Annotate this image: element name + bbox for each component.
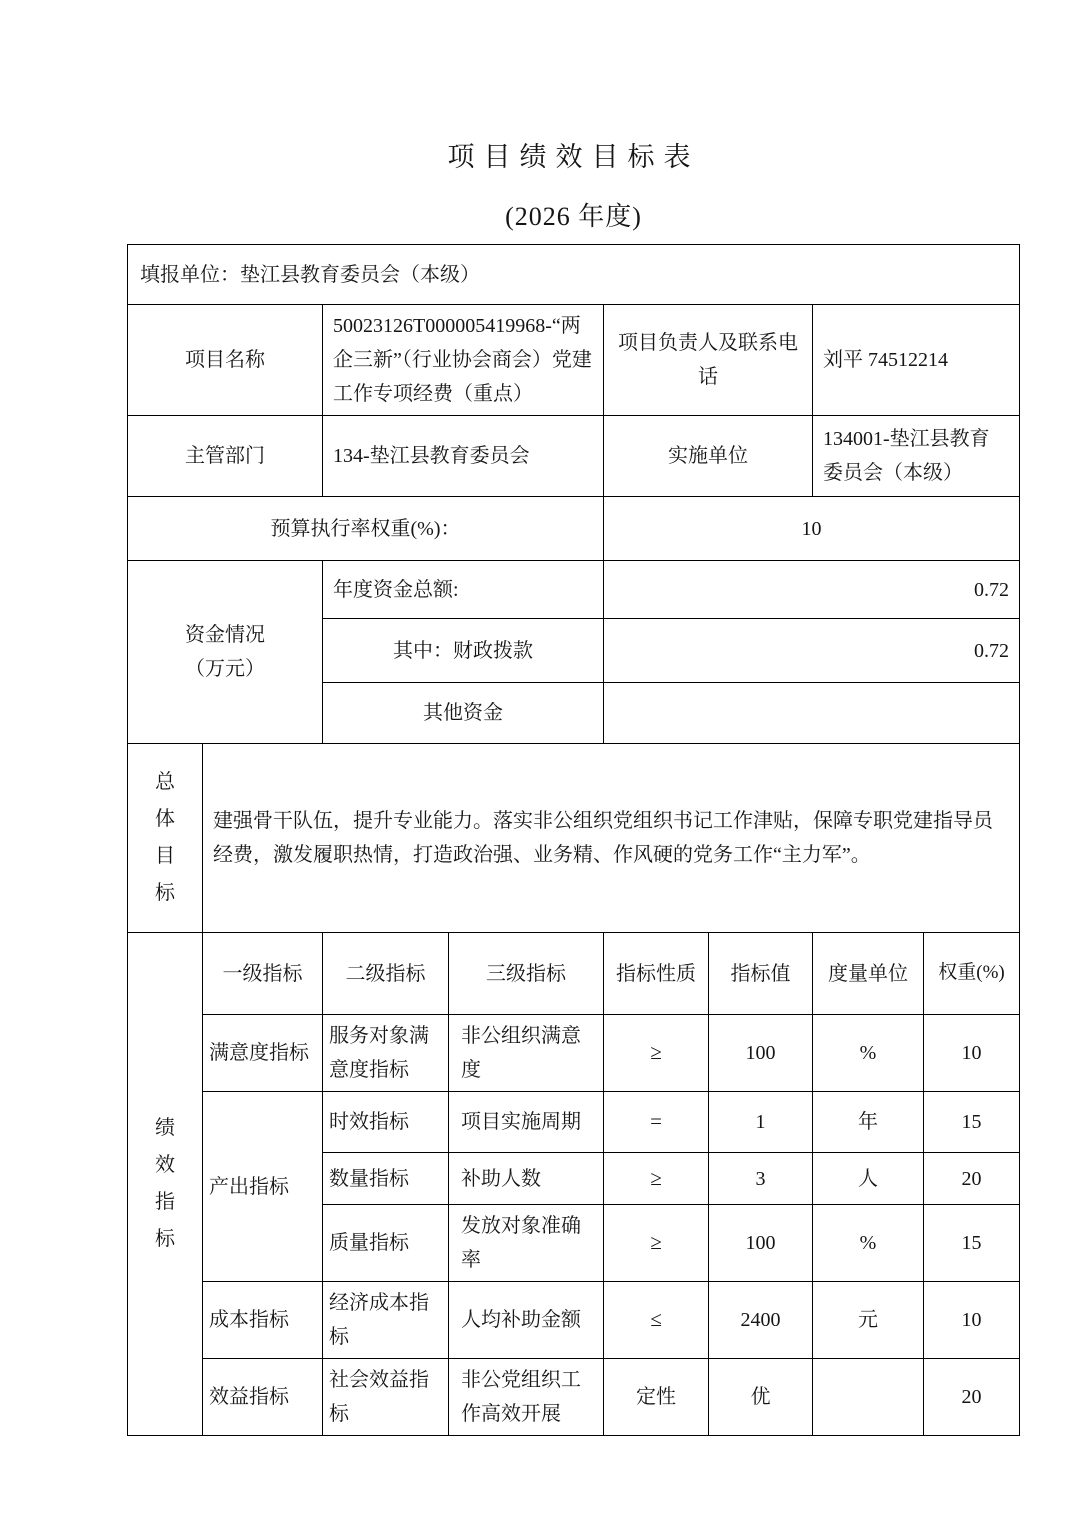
level3-cell: 发放对象准确率 — [449, 1205, 604, 1282]
level2-cell: 数量指标 — [323, 1153, 449, 1205]
fill-unit-cell: 填报单位：垫江县教育委员会（本级） — [128, 245, 1020, 305]
project-name-label: 项目名称 — [128, 305, 323, 416]
unit-cell: % — [813, 1015, 924, 1092]
overall-goal-title: 总体目标 — [155, 771, 175, 904]
page-title: 项目绩效目标表 — [447, 142, 700, 172]
level3-cell: 非公组织满意度 — [449, 1015, 604, 1092]
level2-cell: 经济成本指标 — [323, 1282, 449, 1359]
value-cell: 3 — [709, 1153, 813, 1205]
value-cell: 100 — [709, 1205, 813, 1282]
indicator-row-timeliness — [128, 1092, 1020, 1153]
row-fill-unit — [128, 245, 1020, 305]
unit-cell: % — [813, 1205, 924, 1282]
level1-cell: 效益指标 — [203, 1359, 323, 1436]
weight-cell: 20 — [924, 1359, 1020, 1436]
row-overall-goal — [128, 744, 1020, 933]
value-cell: 优 — [709, 1359, 813, 1436]
indicator-row-satisfaction — [128, 1015, 1020, 1092]
unit-cell — [813, 1359, 924, 1436]
row-project-name — [128, 305, 1020, 416]
level2-cell: 服务对象满意度指标 — [323, 1015, 449, 1092]
indicators-side-title: 绩效指标 — [155, 1117, 175, 1250]
level3-cell: 人均补助金额 — [449, 1282, 604, 1359]
value-cell: 2400 — [709, 1282, 813, 1359]
dept-label: 主管部门 — [128, 416, 323, 497]
funding-other-value — [604, 683, 1020, 744]
indicator-row-cost — [128, 1282, 1020, 1359]
row-budget-rate — [128, 497, 1020, 561]
budget-rate-label: 预算执行率权重(%)： — [128, 497, 604, 561]
performance-target-table — [127, 244, 1020, 1436]
unit-cell: 人 — [813, 1153, 924, 1205]
overall-goal-text: 建强骨干队伍，提升专业能力。落实非公组织党组织书记工作津贴，保障专职党建指导员经费，激发履职热情，打造政治强、业务精、作风硬的党务工作“主力军”。 — [203, 744, 1020, 933]
row-indicator-header — [128, 933, 1020, 1015]
funding-total-value: 0.72 — [604, 561, 1020, 619]
overall-goal-title-cell — [128, 744, 203, 933]
document-content — [127, 144, 1020, 1436]
funding-total-label: 年度资金总额: — [323, 561, 604, 619]
project-manager-value: 刘平 74512214 — [813, 305, 1020, 416]
header-level2: 二级指标 — [323, 933, 449, 1015]
value-cell: 100 — [709, 1015, 813, 1092]
header-level3: 三级指标 — [449, 933, 604, 1015]
funding-fiscal-value: 0.72 — [604, 619, 1020, 683]
nature-cell: 定性 — [604, 1359, 709, 1436]
dept-value: 134-垫江县教育委员会 — [323, 416, 604, 497]
header-value: 指标值 — [709, 933, 813, 1015]
impl-unit-value: 134001-垫江县教育委员会（本级） — [813, 416, 1020, 497]
level2-cell: 时效指标 — [323, 1092, 449, 1153]
level2-cell: 质量指标 — [323, 1205, 449, 1282]
header-level1: 一级指标 — [203, 933, 323, 1015]
level3-cell: 补助人数 — [449, 1153, 604, 1205]
page-subtitle: (2026 年度) — [505, 202, 642, 231]
weight-cell: 20 — [924, 1153, 1020, 1205]
weight-cell: 10 — [924, 1015, 1020, 1092]
nature-cell: ≤ — [604, 1282, 709, 1359]
funding-title-cell — [128, 561, 323, 744]
nature-cell: ≥ — [604, 1205, 709, 1282]
level1-cell: 产出指标 — [203, 1092, 323, 1282]
funding-title-line2: （万元） — [185, 658, 265, 680]
funding-title-line1: 资金情况 — [185, 624, 265, 646]
nature-cell: = — [604, 1092, 709, 1153]
header-nature: 指标性质 — [604, 933, 709, 1015]
header-weight: 权重(%) — [924, 933, 1020, 1015]
weight-cell: 15 — [924, 1205, 1020, 1282]
row-funding-total — [128, 561, 1020, 619]
project-name-value: 50023126T000005419968-“两企三新”（行业协会商会）党建工作专项经费（重点） — [323, 305, 604, 416]
nature-cell: ≥ — [604, 1015, 709, 1092]
row-dept — [128, 416, 1020, 497]
impl-unit-label: 实施单位 — [604, 416, 813, 497]
level3-cell: 非公党组织工作高效开展 — [449, 1359, 604, 1436]
indicators-side-title-cell — [128, 933, 203, 1436]
weight-cell: 10 — [924, 1282, 1020, 1359]
funding-fiscal-label: 其中：财政拨款 — [323, 619, 604, 683]
weight-cell: 15 — [924, 1092, 1020, 1153]
unit-cell: 年 — [813, 1092, 924, 1153]
level2-cell: 社会效益指标 — [323, 1359, 449, 1436]
unit-cell: 元 — [813, 1282, 924, 1359]
nature-cell: ≥ — [604, 1153, 709, 1205]
level1-cell: 满意度指标 — [203, 1015, 323, 1092]
funding-other-label: 其他资金 — [323, 683, 604, 744]
value-cell: 1 — [709, 1092, 813, 1153]
level1-cell: 成本指标 — [203, 1282, 323, 1359]
project-manager-label: 项目负责人及联系电话 — [604, 305, 813, 416]
header-unit: 度量单位 — [813, 933, 924, 1015]
budget-rate-value: 10 — [604, 497, 1020, 561]
indicator-row-benefit — [128, 1359, 1020, 1436]
level3-cell: 项目实施周期 — [449, 1092, 604, 1153]
